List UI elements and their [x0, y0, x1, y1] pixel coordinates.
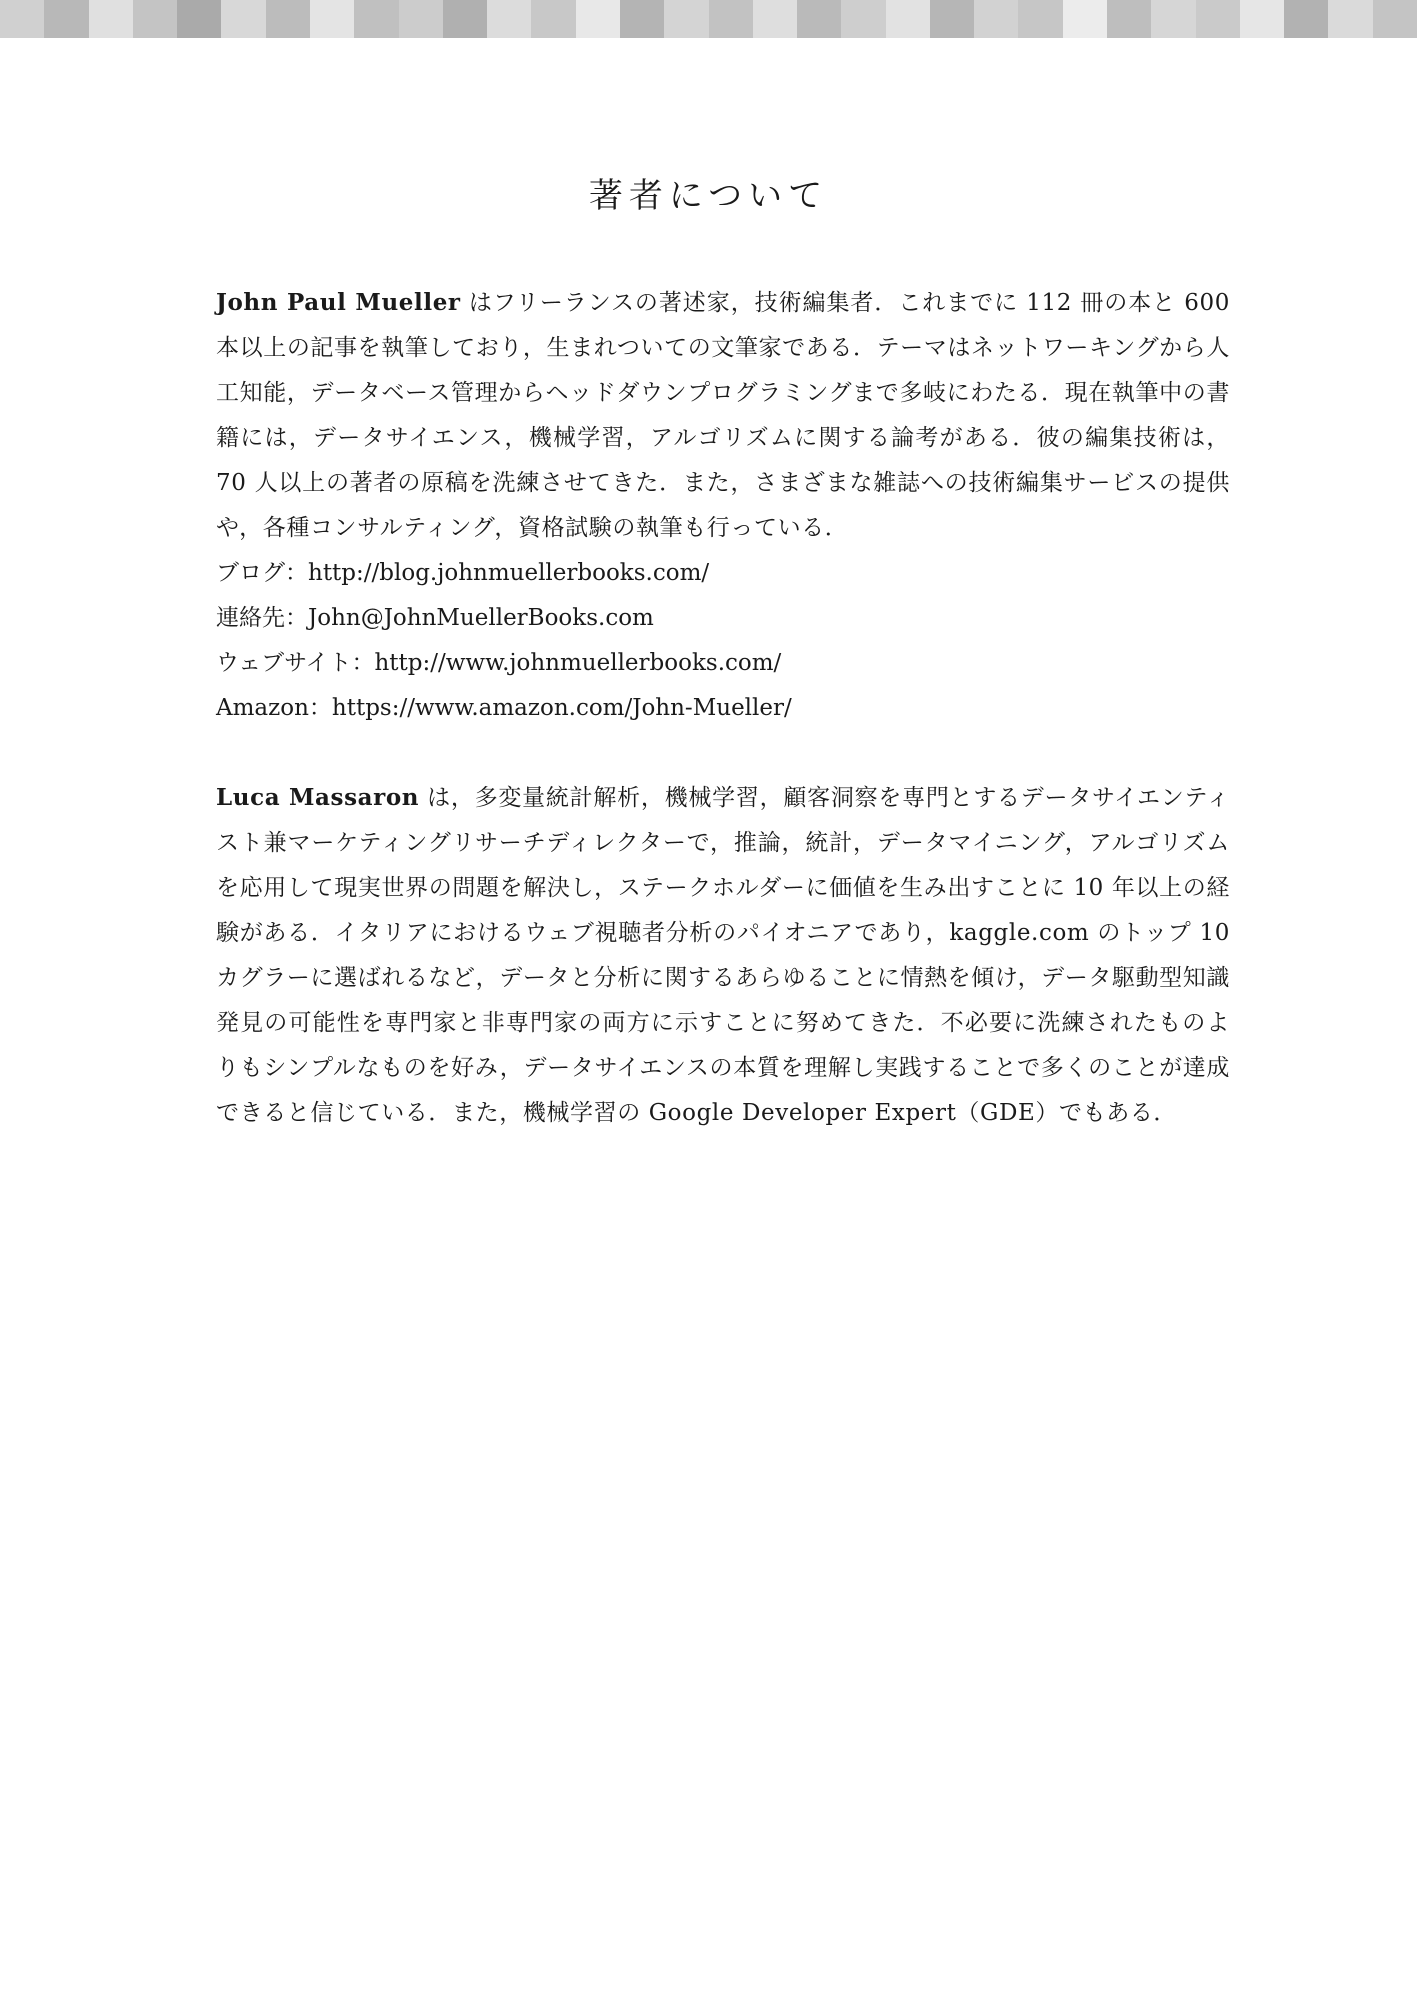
contact-email: 連絡先：John@JohnMuellerBooks.com [216, 605, 654, 631]
contact-blog: ブログ：http://blog.johnmuellerbooks.com/ [216, 560, 710, 586]
author-name-mueller: John Paul Mueller [216, 289, 461, 316]
header-pattern-cell [221, 0, 265, 38]
header-pattern-cell [841, 0, 885, 38]
author-bio-mueller [216, 280, 1230, 551]
header-pattern-cell [0, 0, 44, 38]
header-pattern-cell [266, 0, 310, 38]
header-pattern-cell [753, 0, 797, 38]
header-pattern-cell [1063, 0, 1107, 38]
header-pattern-cell [886, 0, 930, 38]
header-pattern-cell [930, 0, 974, 38]
header-pattern-cell [399, 0, 443, 38]
header-pattern-cell [1240, 0, 1284, 38]
header-pattern-cell [354, 0, 398, 38]
header-pattern-cell [133, 0, 177, 38]
author-name-massaron: Luca Massaron [216, 784, 420, 811]
header-pattern-cell [1328, 0, 1372, 38]
contact-amazon: Amazon：https://www.amazon.com/John-Mueller/ [216, 695, 792, 721]
author-bio-massaron [216, 775, 1230, 1136]
header-pattern-cell [1107, 0, 1151, 38]
author-section [216, 280, 1230, 1136]
header-pattern-cell [1196, 0, 1240, 38]
header-pattern-cell [1284, 0, 1328, 38]
section-spacer [216, 731, 1230, 775]
header-pattern-cell [1373, 0, 1417, 38]
header-pattern-cell [974, 0, 1018, 38]
author-bio-text-massaron: は，多変量統計解析，機械学習，顧客洞察を専門とするデータサイエンティスト兼マーケティングリサーチディレクターで，推論，統計，データマイニング，アルゴリズムを応用して現実世界の問題を解決し，ステークホルダーに価値を生み出すことに 10 年以上の経験がある．イタリアにおけるウェブ視聴者分析のパイオニアであり，kaggle.com のトップ 10 カグラーに選ばれるなど，データと分析に関するあらゆることに情熱を傾け，データ駆動型知識発見の可能性を専門家と非専門家の両方に示すことに努めてきた．不必要に洗練されたものよりもシンプルなものを好み，データサイエンスの本質を理解し実践することで多くのことが達成できると信じている．また，機械学習の Google Developer Expert（GDE）でもある． [216, 785, 1230, 1126]
header-pattern-cell [487, 0, 531, 38]
header-pattern-cell [1018, 0, 1062, 38]
header-pattern-cell [44, 0, 88, 38]
header-pattern-cell [664, 0, 708, 38]
header-pattern-cell [89, 0, 133, 38]
header-pattern-cell [177, 0, 221, 38]
header-pattern-cell [1151, 0, 1195, 38]
contact-website: ウェブサイト：http://www.johnmuellerbooks.com/ [216, 650, 782, 676]
header-pattern-cell [443, 0, 487, 38]
header-pattern-cell [620, 0, 664, 38]
page-title: 著者について [588, 176, 829, 216]
contact-list [216, 551, 1230, 731]
header-pattern-cell [709, 0, 753, 38]
header-pattern-band [0, 0, 1417, 38]
author-bio-text-mueller: はフリーランスの著述家，技術編集者．これまでに 112 冊の本と 600 本以上の記事を執筆しており，生まれついての文筆家である．テーマはネットワーキングから人工知能，データベース管理からヘッドダウンプログラミングまで多岐にわたる．現在執筆中の書籍には，データサイエンス，機械学習，アルゴリズムに関する論考がある．彼の編集技術は，70 人以上の著者の原稿を洗練させてきた．また，さまざまな雑誌への技術編集サービスの提供や，各種コンサルティング，資格試験の執筆も行っている． [216, 290, 1230, 541]
header-pattern-cell [531, 0, 575, 38]
header-pattern-cell [576, 0, 620, 38]
header-pattern-cell [310, 0, 354, 38]
header-pattern-cell [797, 0, 841, 38]
